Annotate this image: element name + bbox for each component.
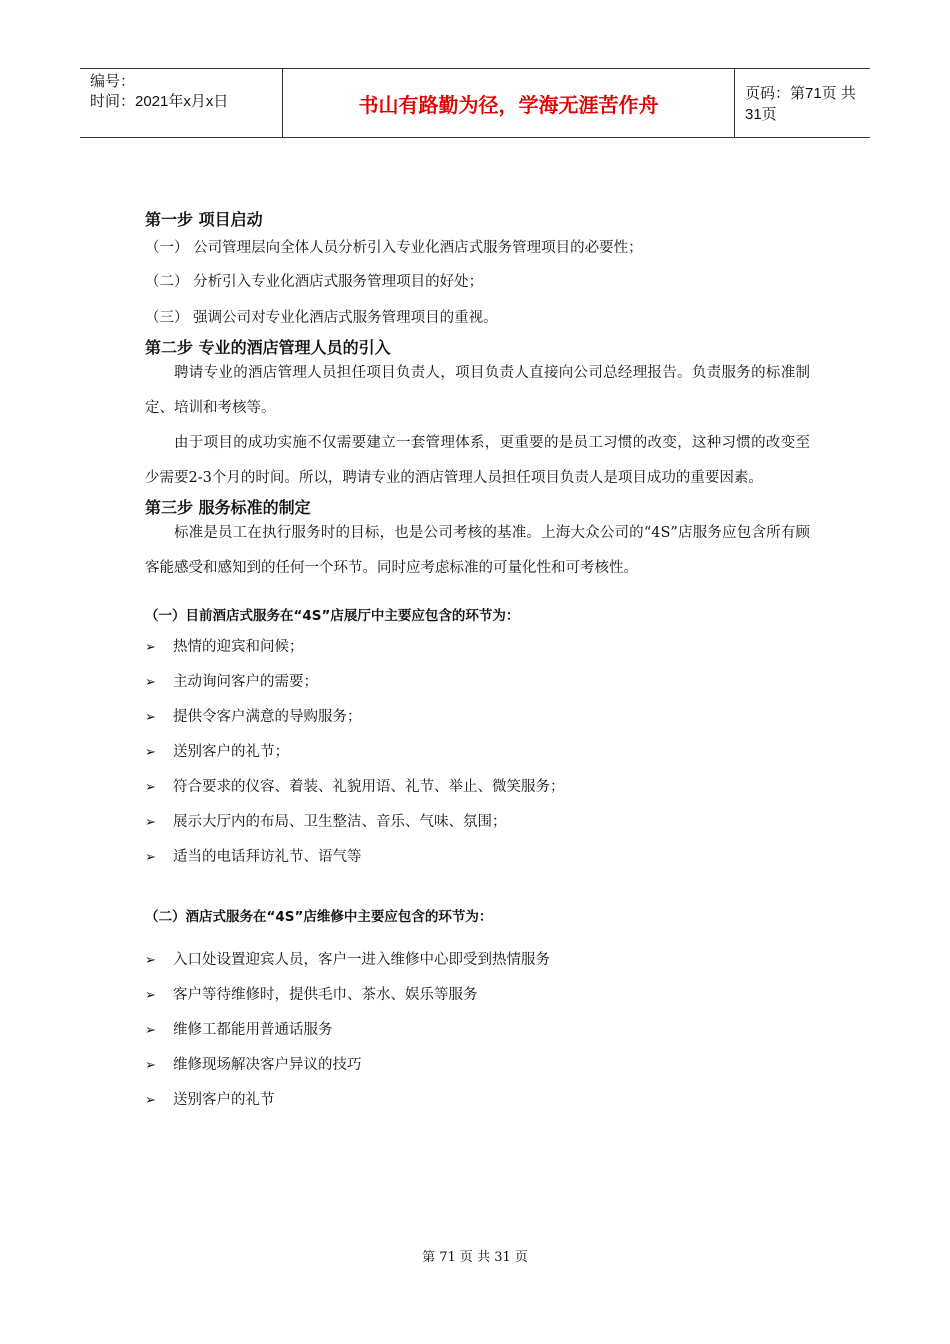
section-2-paragraph: 由于项目的成功实施不仅需要建立一套管理体系，更重要的是员工习惯的改变，这种习惯的改变至少需要2-3个月的时间。所以，聘请专业的酒店管理人员担任项目负责人是项目成功的重要因素。 bbox=[145, 435, 810, 486]
list-item: ➢ 维修现场解决客户异议的技巧 bbox=[145, 1048, 810, 1083]
section-2-title: 第二步 专业的酒店管理人员的引入 bbox=[145, 338, 391, 357]
list-item: ➢ 展示大厅内的布局、卫生整洁、音乐、气味、氛围； bbox=[145, 805, 810, 840]
section-2-paragraph: 聘请专业的酒店管理人员担任项目负责人，项目负责人直接向公司总经理报告。负责服务的标准制定、培训和考核等。 bbox=[145, 365, 810, 416]
list-item: ➢ 送别客户的礼节 bbox=[145, 1083, 810, 1118]
list-item: ➢ 送别客户的礼节； bbox=[145, 735, 810, 770]
section-1-item: （二） 分析引入专业化酒店式服务管理项目的好处； bbox=[145, 274, 484, 290]
arrow-bullet-icon: ➢ bbox=[145, 1093, 156, 1108]
arrow-bullet-icon: ➢ bbox=[145, 988, 156, 1003]
header-left-cell bbox=[80, 69, 283, 137]
list-item: ➢ 客户等待维修时，提供毛巾、茶水、娱乐等服务 bbox=[145, 978, 810, 1013]
arrow-bullet-icon: ➢ bbox=[145, 675, 156, 690]
section-3-paragraph: 标准是员工在执行服务时的目标，也是公司考核的基准。上海大众公司的“4S”店服务应包含所有顾客能感受和感知到的任何一个环节。同时应考虑标准的可量化性和可考核性。 bbox=[145, 525, 810, 576]
list-item: ➢ 主动询问客户的需要； bbox=[145, 665, 810, 700]
showroom-list bbox=[145, 630, 810, 875]
repair-subheading: （二）酒店式服务在“4S”店维修中主要应包含的环节为： bbox=[145, 909, 493, 925]
arrow-bullet-icon: ➢ bbox=[145, 953, 156, 968]
arrow-bullet-icon: ➢ bbox=[145, 815, 156, 830]
arrow-bullet-icon: ➢ bbox=[145, 640, 156, 655]
document-time-label: 时间：2021年x月x日 bbox=[90, 93, 229, 110]
arrow-bullet-icon: ➢ bbox=[145, 780, 156, 795]
showroom-subheading: （一）目前酒店式服务在“4S”店展厅中主要应包含的环节为： bbox=[145, 608, 520, 624]
arrow-bullet-icon: ➢ bbox=[145, 710, 156, 725]
arrow-bullet-icon: ➢ bbox=[145, 850, 156, 865]
section-1-item: （一） 公司管理层向全体人员分析引入专业化酒店式服务管理项目的必要性； bbox=[145, 240, 643, 256]
document-body bbox=[145, 208, 810, 1118]
document-number-label: 编号： bbox=[90, 73, 136, 90]
header-motto: 书山有路勤为径，学海无涯苦作舟 bbox=[283, 69, 735, 137]
section-3-title: 第三步 服务标准的制定 bbox=[145, 498, 311, 517]
arrow-bullet-icon: ➢ bbox=[145, 745, 156, 760]
list-item: ➢ 适当的电话拜访礼节、语气等 bbox=[145, 840, 810, 875]
arrow-bullet-icon: ➢ bbox=[145, 1058, 156, 1073]
section-1-item: （三） 强调公司对专业化酒店式服务管理项目的重视。 bbox=[145, 310, 498, 326]
arrow-bullet-icon: ➢ bbox=[145, 1023, 156, 1038]
page-footer: 第 71 页 共 31 页 bbox=[422, 1250, 528, 1265]
repair-list bbox=[145, 943, 810, 1118]
list-item: ➢ 维修工都能用普通话服务 bbox=[145, 1013, 810, 1048]
list-item: ➢ 入口处设置迎宾人员，客户一进入维修中心即受到热情服务 bbox=[145, 943, 810, 978]
section-1-title: 第一步 项目启动 bbox=[145, 210, 263, 229]
header-page-label: 页码：第71页 共31页 bbox=[745, 85, 856, 123]
list-item: ➢ 热情的迎宾和问候； bbox=[145, 630, 810, 665]
list-item: ➢ 提供令客户满意的导购服务； bbox=[145, 700, 810, 735]
page-header bbox=[80, 68, 870, 138]
list-item: ➢ 符合要求的仪容、着装、礼貌用语、礼节、举止、微笑服务； bbox=[145, 770, 810, 805]
